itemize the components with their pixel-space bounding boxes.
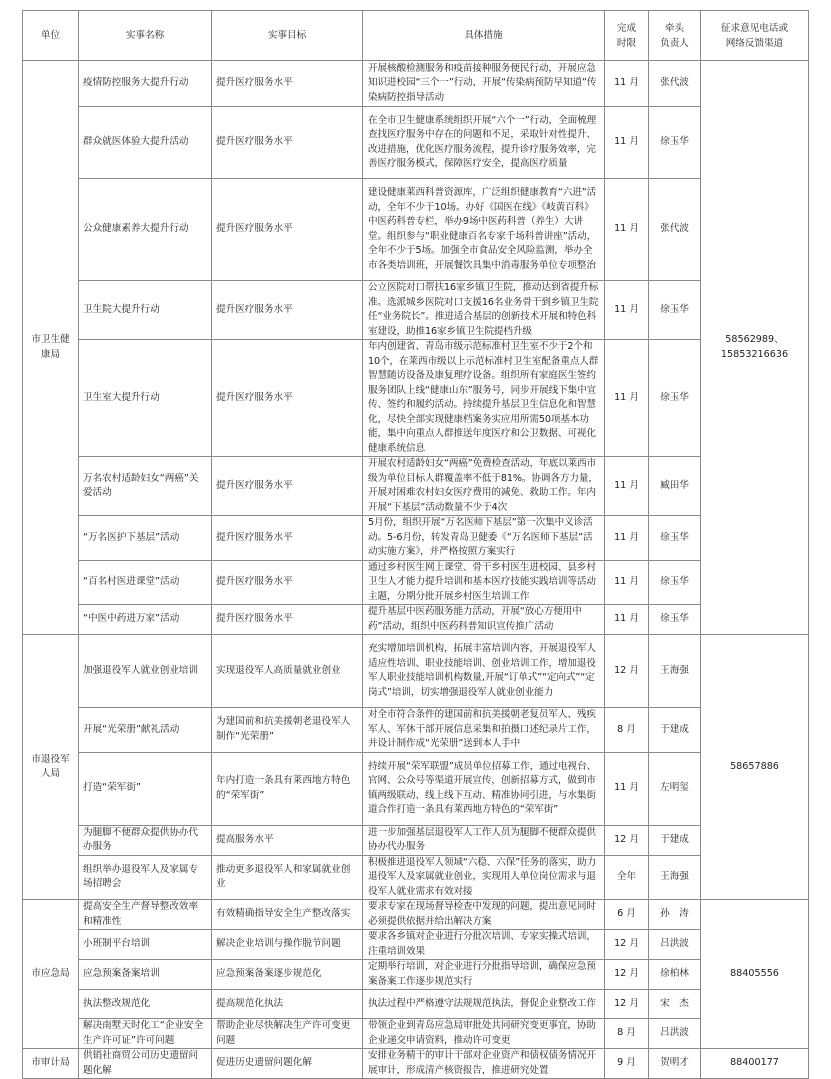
header-project-name: 实事名称	[79, 11, 212, 61]
project-goal-cell: 提升医疗服务水平	[212, 340, 363, 457]
lead-person-cell: 于建成	[649, 708, 701, 753]
deadline-cell: 11 月	[605, 179, 649, 281]
lead-person-cell: 左明玺	[649, 752, 701, 825]
project-goal-cell: 提高规范化执法	[212, 990, 363, 1019]
project-name-cell: “中医中药进万家”活动	[79, 605, 212, 635]
table-row	[23, 61, 809, 107]
project-name-cell: 为腿脚不便群众提供协办代办服务	[79, 825, 212, 855]
project-name-cell: “万名医护下基层”活动	[79, 516, 212, 561]
header-lead: 牵头 负责人	[649, 11, 701, 61]
project-goal-cell: 解决企业培训与操作脱节问题	[212, 930, 363, 960]
deadline-cell: 9 月	[605, 1049, 649, 1079]
measures-cell: 年内创建省、青岛市级示范标准村卫生室不少于2个和10个，在莱西市级以上示范标准村卫生室配备重点人群智慧随访设备及康复理疗设备。组织所有家庭医生签约服务团队上线“健康山东”服务号，同步开展线下集中宣传、签约和履约活动。持续提升基层卫生信息化和智慧化，尽快全部实现健康档案务实应用所需50项基本功能，集中向重点人群推送年度医疗和公卫数据、可视化健康系统信息	[363, 340, 605, 457]
project-goal-cell: 提升医疗服务水平	[212, 179, 363, 281]
project-goal-cell: 年内打造一条具有莱西地方特色的“荣军街”	[212, 752, 363, 825]
table-row	[23, 752, 809, 825]
header-measures: 具体措施	[363, 11, 605, 61]
lead-person-cell: 王海强	[649, 635, 701, 708]
project-goal-cell: 提升医疗服务水平	[212, 605, 363, 635]
header-deadline: 完成 时限	[605, 11, 649, 61]
table-row	[23, 635, 809, 708]
deadline-cell: 11 月	[605, 516, 649, 561]
measures-cell: 5月份，组织开展“万名医师下基层”第一次集中义诊活动。5-6月份，转发青岛卫健委《“万名医师下基层”活动实施方案》，并严格按照方案实行	[363, 516, 605, 561]
contact-cell: 58657886	[701, 635, 809, 900]
measures-cell: 定期举行培训，对企业进行分批指导培训，确保应急预案备案工作逐步规范实行	[363, 960, 605, 990]
project-name-cell: 群众就医体验大提升活动	[79, 107, 212, 179]
lead-person-cell: 徐玉华	[649, 340, 701, 457]
measures-cell: 安排业务精干的审计干部对企业资产和债权债务情况开展审计，形成清产核资报告，推进研究处置	[363, 1049, 605, 1079]
lead-person-cell: 徐玉华	[649, 516, 701, 561]
contact-cell: 88400177	[701, 1049, 809, 1079]
project-name-cell: 疫情防控服务大提升行动	[79, 61, 212, 107]
deadline-cell: 6 月	[605, 900, 649, 930]
table-row	[23, 605, 809, 635]
unit-cell: 市审计局	[23, 1049, 79, 1079]
deadline-cell: 全年	[605, 855, 649, 900]
table-row	[23, 457, 809, 516]
lead-person-cell: 于建成	[649, 825, 701, 855]
contact-cell: 58562989、 15853216636	[701, 61, 809, 635]
measures-cell: 持续开展“荣军联盟”成员单位招募工作，通过电视台、官网、公众号等渠道开展宣传，创新招募方式，做到市镇两级联动、线上线下互动、精准协同引进，与水集街道合作打造一条具有莱西地方特色的“荣军街”	[363, 752, 605, 825]
project-name-cell: 公众健康素养大提升行动	[79, 179, 212, 281]
project-name-cell: 卫生室大提升行动	[79, 340, 212, 457]
unit-cell: 市卫生健 康局	[23, 61, 79, 635]
lead-person-cell: 徐玉华	[649, 107, 701, 179]
project-name-cell: 卫生院大提升行动	[79, 281, 212, 340]
measures-cell: 提升基层中医药服务能力活动，开展“放心方便用中药”活动，组织中医药科普知识宣传推广活动	[363, 605, 605, 635]
header-project-goal: 实事目标	[212, 11, 363, 61]
project-goal-cell: 提高服务水平	[212, 825, 363, 855]
deadline-cell: 11 月	[605, 281, 649, 340]
table-row	[23, 179, 809, 281]
lead-person-cell: 张代波	[649, 179, 701, 281]
lead-person-cell: 贺明才	[649, 1049, 701, 1079]
lead-person-cell: 吕洪波	[649, 930, 701, 960]
project-goal-cell: 实现退役军人高质量就业创业	[212, 635, 363, 708]
table-row	[23, 560, 809, 605]
table-row	[23, 340, 809, 457]
project-name-cell: 供销社商贸公司历史遗留问题化解	[79, 1049, 212, 1079]
project-goal-cell: 提升医疗服务水平	[212, 516, 363, 561]
lead-person-cell: 徐玉华	[649, 281, 701, 340]
table-row	[23, 281, 809, 340]
project-goal-cell: 推动更多退役军人和家属就业创业	[212, 855, 363, 900]
lead-person-cell: 徐玉华	[649, 560, 701, 605]
project-name-cell: 执法整改规范化	[79, 990, 212, 1019]
measures-cell: 要求各乡镇对企业进行分批次培训、专家实操式培训，注重培训效果	[363, 930, 605, 960]
lead-person-cell: 徐玉华	[649, 605, 701, 635]
livelihood-projects-table	[22, 10, 809, 1079]
project-goal-cell: 有效精确指导安全生产整改落实	[212, 900, 363, 930]
lead-person-cell: 张代波	[649, 61, 701, 107]
table-row	[23, 1049, 809, 1079]
header-unit: 单位	[23, 11, 79, 61]
project-goal-cell: 提升医疗服务水平	[212, 61, 363, 107]
project-name-cell: “百名村医进课堂”活动	[79, 560, 212, 605]
lead-person-cell: 徐柏林	[649, 960, 701, 990]
table-row	[23, 900, 809, 930]
contact-cell: 88405556	[701, 900, 809, 1049]
lead-person-cell: 王海强	[649, 855, 701, 900]
measures-cell: 进一步加强基层退役军人工作人员为腿脚不便群众提供协办代办服务	[363, 825, 605, 855]
deadline-cell: 12 月	[605, 990, 649, 1019]
deadline-cell: 12 月	[605, 635, 649, 708]
project-goal-cell: 应急预案备案逐步规范化	[212, 960, 363, 990]
measures-cell: 开展核酸检测服务和疫苗接种服务便民行动，开展应急知识进校园“三个一”行动，开展“传染病预防早知道”传染病防控指导活动	[363, 61, 605, 107]
deadline-cell: 11 月	[605, 457, 649, 516]
project-goal-cell: 促进历史遗留问题化解	[212, 1049, 363, 1079]
measures-cell: 建设健康莱西科普资源库，广泛组织健康教育“六进”活动，全年不少于10场。办好《国医在线》《岐黄百科》中医药科普专栏，举办9场中医药科普（养生）大讲堂。组织参与“职业健康百名专家千场科普讲座”活动，全年不少于5场。加强全市食品安全风险监测，举办全市各类培训班，开展餐饮具集中消毒服务单位专项整治	[363, 179, 605, 281]
project-name-cell: 开展“光荣册”献礼活动	[79, 708, 212, 753]
measures-cell: 在全市卫生健康系统组织开展“六个一”行动，全面梳理查找医疗服务中存在的问题和不足，采取针对性提升、改进措施，优化医疗服务流程，提升诊疗服务效率，完善医疗服务模式，保障医疗安全，提高医疗质量	[363, 107, 605, 179]
unit-cell: 市应急局	[23, 900, 79, 1049]
project-name-cell: 解决南墅天时化工“企业安全生产许可证”许可问题	[79, 1019, 212, 1049]
deadline-cell: 12 月	[605, 960, 649, 990]
lead-person-cell: 臧田华	[649, 457, 701, 516]
deadline-cell: 12 月	[605, 930, 649, 960]
deadline-cell: 11 月	[605, 752, 649, 825]
header-contact: 征求意见电话或 网络反馈渠道	[701, 11, 809, 61]
measures-cell: 执法过程中严格遵守法规规范执法，督促企业整改工作	[363, 990, 605, 1019]
project-name-cell: 小班制平台培训	[79, 930, 212, 960]
table-row	[23, 516, 809, 561]
project-name-cell: 打造“荣军街”	[79, 752, 212, 825]
unit-cell: 市退役军 人局	[23, 635, 79, 900]
deadline-cell: 11 月	[605, 605, 649, 635]
table-row	[23, 960, 809, 990]
project-goal-cell: 提升医疗服务水平	[212, 560, 363, 605]
project-name-cell: 提高安全生产督导整改效率和精准性	[79, 900, 212, 930]
project-goal-cell: 提升医疗服务水平	[212, 107, 363, 179]
header-row	[23, 11, 809, 61]
measures-cell: 公立医院对口帮扶16家乡镇卫生院，推动达到省提升标准。选派城乡医院对口支援16名业务骨干到乡镇卫生院任“业务院长”。推进适合基层的创新技术开展和特色科室建设，助推16家乡镇卫生院提档升级	[363, 281, 605, 340]
deadline-cell: 11 月	[605, 560, 649, 605]
project-name-cell: 加强退役军人就业创业培训	[79, 635, 212, 708]
measures-cell: 积极推进退役军人领域“六稳、六保”任务的落实，助力退役军人及家属就业创业，实现用人单位岗位需求与退役军人就业需求有效对接	[363, 855, 605, 900]
table-row	[23, 1019, 809, 1049]
deadline-cell: 11 月	[605, 340, 649, 457]
deadline-cell: 8 月	[605, 708, 649, 753]
table-row	[23, 825, 809, 855]
table-row	[23, 990, 809, 1019]
table-row	[23, 930, 809, 960]
lead-person-cell: 孙 涛	[649, 900, 701, 930]
measures-cell: 充实增加培训机构，拓展丰富培训内容，开展退役军人适应性培训、职业技能培训、创业培训工作，增加退役军人职业技能培训机构数量,开展“订单式”“定向式”“定岗式”培训，切实增强退役军人就业创业能力	[363, 635, 605, 708]
project-goal-cell: 为建国前和抗美援朝老退役军人制作“光荣册”	[212, 708, 363, 753]
measures-cell: 通过乡村医生网上课堂、骨干乡村医生进校园、县乡村卫生人才能力提升培训和基本医疗技能实践培训等活动主题，分期分批开展乡村医生培训工作	[363, 560, 605, 605]
project-name-cell: 应急预案备案培训	[79, 960, 212, 990]
measures-cell: 开展农村适龄妇女“两癌”免费检查活动，年底以莱西市级为单位目标人群覆盖率不低于81%。协调各方力量，开展对困难农村妇女医疗费用的减免、救助工作。年内开展“下基层”活动数量不少于4次	[363, 457, 605, 516]
measures-cell: 带领企业到青岛应急局审批处共同研究变更事宜，协助企业递交申请资料，推动许可变更	[363, 1019, 605, 1049]
deadline-cell: 11 月	[605, 61, 649, 107]
measures-cell: 要求专家在现场督导检查中发现的问题，提出意见同时必须提供依据并给出解决方案	[363, 900, 605, 930]
deadline-cell: 12 月	[605, 825, 649, 855]
project-goal-cell: 提升医疗服务水平	[212, 457, 363, 516]
lead-person-cell: 宋 杰	[649, 990, 701, 1019]
deadline-cell: 8 月	[605, 1019, 649, 1049]
project-goal-cell: 提升医疗服务水平	[212, 281, 363, 340]
measures-cell: 对全市符合条件的建国前和抗美援朝老复员军人、残疾军人、军休干部开展信息采集和拍摄口述纪录片工作，并设计制作成“光荣册”送到本人手中	[363, 708, 605, 753]
deadline-cell: 11 月	[605, 107, 649, 179]
project-name-cell: 万名农村适龄妇女“两癌”关爱活动	[79, 457, 212, 516]
table-body	[23, 61, 809, 1079]
project-name-cell: 组织举办退役军人及家属专场招聘会	[79, 855, 212, 900]
table-row	[23, 855, 809, 900]
project-goal-cell: 帮助企业尽快解决生产许可变更问题	[212, 1019, 363, 1049]
table-row	[23, 107, 809, 179]
lead-person-cell: 吕洪波	[649, 1019, 701, 1049]
table-row	[23, 708, 809, 753]
